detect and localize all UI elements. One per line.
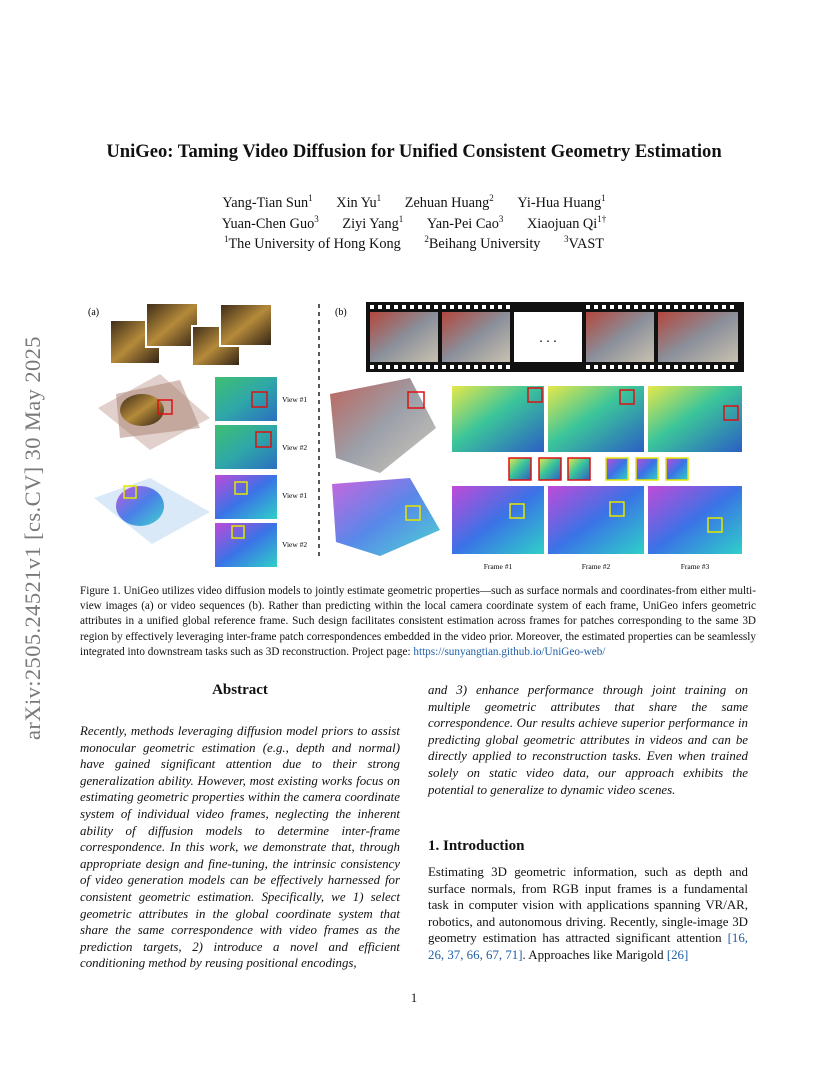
author: Xiaojuan $Qi^{1\dagger}$ [526,214,607,232]
frame-label: Frame #2 [581,562,611,571]
citation[interactable]: [16, 26, 37, 66, 67, 71] [428,931,748,962]
paper-title: UniGeo: Taming Video Diffusion for Unified Consistent Geometry Estimation [106,141,722,162]
view-label: View #1 [282,491,308,500]
frame-label: Frame #1 [483,562,513,571]
affiliation: $^3$VAST [564,234,605,252]
author: Yuan-Chen Guo$^3$ [221,214,319,232]
teaser-figure-graphic [80,298,756,580]
author: Xin Yu$^1$ [336,193,382,211]
figure-caption: Figure 1. UniGeo utilizes video diffusion models to jointly estimate geometric properties—such as surface normals and coordinates-from either multi-view images (a) or video sequences (b). Rather than predicting within the local camera coordinate system of each frame, UniGeo infers geometric attributes in a unified global reference frame. Such design facilitates consistent estimation across frames for patches corresponding to the same 3D region by effectively leveraging inter-frame patch correspondences embedded in the video prior. Moreover, the estimated properties can be seamlessly integrated into downstream tasks such as 3D reconstruction. Project page: https://sunyangtian.github.io/UniGeo-web/ [80,585,756,658]
abstract-heading: Abstract [212,682,268,698]
panel-b-label: (b) [335,307,347,318]
view-label: View #2 [282,443,308,452]
project-page-link[interactable]: https://sunyangtian.github.io/UniGeo-web/ [413,645,606,658]
video-film-strip [366,302,744,372]
panel-a-label: (a) [88,307,100,318]
affiliations [0,234,828,253]
introduction-heading: 1. Introduction [428,838,525,854]
rgb-point-cloud [98,374,210,450]
authors-line-1 [0,193,828,212]
author: Yang-Tian Sun$^1$ [222,193,313,211]
introduction-text: Estimating 3D geometric information, such as depth and surface normals, from RGB input frames is a fundamental task in computer vision with applications spanning VR/AR, robotics, and autonomous driving. Recently, single-image 3D geometry estimation has attracted significant attention [16, 26, 37, 66, 67, 71]. Approaches like Marigold [26] [428,865,748,962]
author: Yan-Pei Cao$^3$ [426,214,504,232]
author: Yi-Hua Huang$^1$ [517,193,606,211]
scene-normal-point-cloud [332,478,440,556]
affiliation: $^2$Beihang University [424,234,541,252]
view-label: View #1 [282,395,308,404]
frames-ellipsis: . . . [539,331,557,346]
author: Ziyi Yang$^1$ [342,214,404,232]
view-label: View #2 [282,540,308,549]
frame-label: Frame #3 [680,562,710,571]
predicted-views-a [215,377,277,567]
abstract-text-right: and 3) enhance performance through joint training on multiple geometric attributes that share the same correspondence. Our results achieve superior performance in predicting global geometric attributes in videos and can be directly applied to reconstruction tasks. Even when trained solely on static video data, our approach exhibits the potential to generalize to dynamic video scenes. [428,683,748,797]
authors-line-2 [0,214,828,233]
affiliation: $^1$The University of Hong Kong [223,234,401,252]
normal-point-cloud [94,478,210,544]
author: Zehuan Huang$^2$ [404,193,494,211]
teaser-figure [80,298,756,580]
scene-rgb-point-cloud [330,378,436,473]
abstract-text-left: Recently, methods leveraging diffusion model priors to assist monocular geometric estimation (e.g., depth and normal) have gained significant attention due to their strong generalization ability. However, most existing works focus on estimating geometric properties within the camera coordinate system of individual video frames, neglecting the inherent ability of diffusion models to determine inter-frame correspondence. In this work, we demonstrate that, through appropriate design and fine-tuning, the intrinsic consistency of video generation models can be effectively harnessed for consistent geometric estimation. Specifically, we 1) select geometric attributes in the global coordinate system that share the same correspondence with video frames as the prediction targets, 2) introduce a novel and efficient conditioning method by reusing positional encodings, [80,724,400,971]
page-number: 1 [410,991,418,1005]
citation[interactable]: [26] [666,947,689,962]
predicted-frames-b [452,386,742,554]
arxiv-stamp: arXiv:2505.24521v1 [cs.CV] 30 May 2025 [20,336,45,740]
input-views-stack [110,303,272,366]
